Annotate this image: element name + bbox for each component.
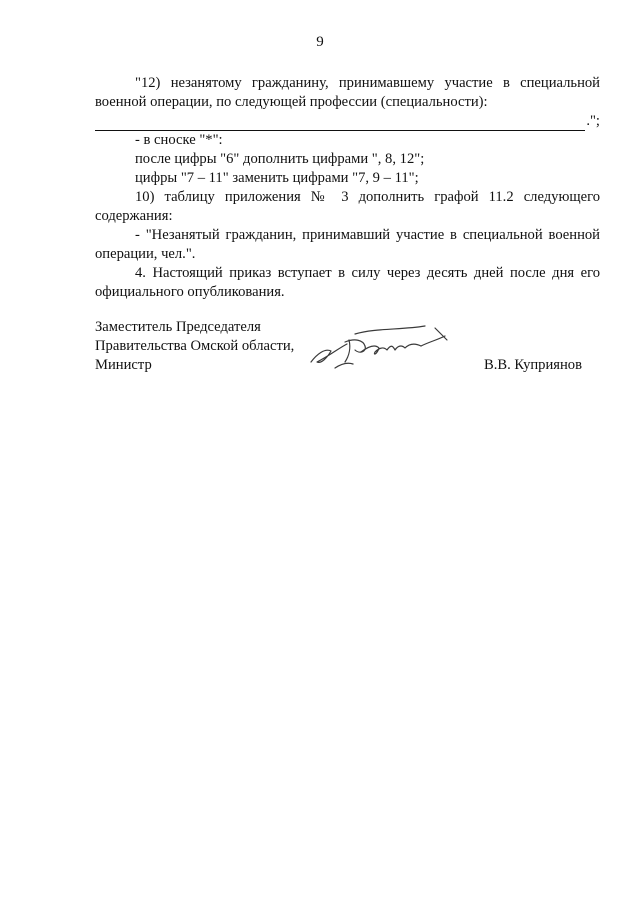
footnote-replace: цифры "7 – 11" заменить цифрами "7, 9 – 11"; [135, 170, 419, 186]
blank-underline [95, 116, 585, 131]
signer-name: В.В. Куприянов [484, 357, 582, 373]
signer-title-line2: Правительства Омской области, [95, 338, 295, 354]
page-number: 9 [316, 34, 324, 50]
footnote-intro: - в сноске "*": [135, 132, 223, 148]
signer-title-line1: Заместитель Председателя [95, 319, 261, 335]
signer-title-line3: Министр [95, 357, 152, 373]
item-4-text: 4. Настоящий приказ вступает в силу через десять дней после дня его официального опубликования. [95, 265, 600, 300]
item-10-text: 10) таблицу приложения № 3 дополнить графой 11.2 следующего содержания: [95, 189, 600, 224]
profession-blank-line [95, 112, 600, 131]
item-12-text: "12) незанятому гражданину, принимавшему участие в специальной военной операции, по следующей профессии (специальности): [95, 75, 600, 110]
footnote-after-6: после цифры "6" дополнить цифрами ", 8, 12"; [135, 151, 425, 167]
item-10-quote: - "Незанятый гражданин, принимавший участие в специальной военной операции, чел.". [95, 227, 600, 262]
handwritten-signature [305, 318, 455, 374]
document-body [95, 74, 600, 302]
item-12-end: ."; [586, 113, 600, 129]
